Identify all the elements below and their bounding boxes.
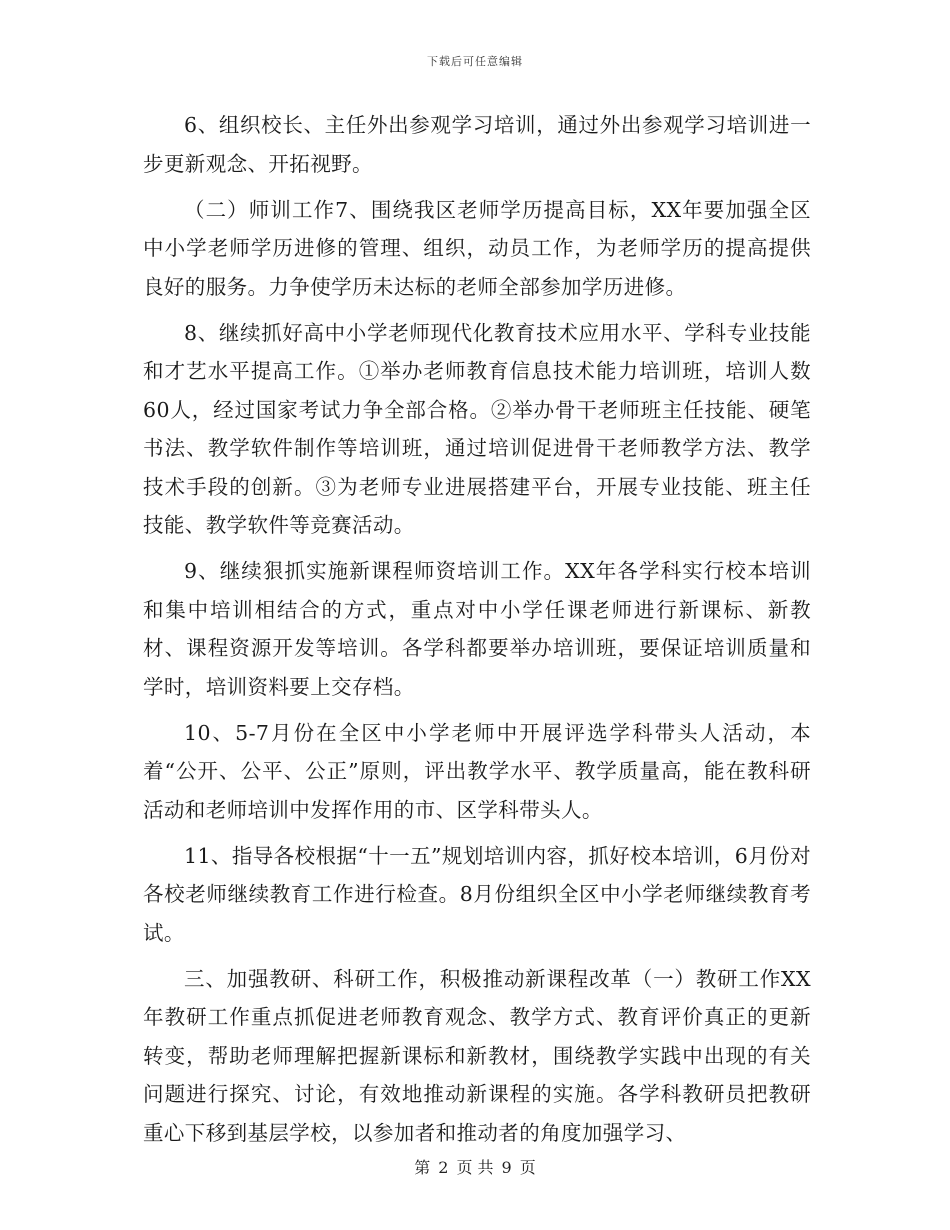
footer-mid: 页 共 <box>456 1158 494 1177</box>
document-body <box>143 106 811 1160</box>
paragraph-section-three: 三、加强教研、科研工作，积极推动新课程改革（一）教研工作XX年教研工作重点抓促进老师教育观念、教学方式、教育评价真正的更新转变，帮助老师理解把握新课标和新教材，围绕教学实践中出现的有关问题进行探究、讨论，有效地推动新课程的实施。各学科教研员把教研重心下移到基层学校，以参加者和推动者的角度加强学习、 <box>143 966 811 1145</box>
paragraph-item-10: 10、5-7月份在全区中小学老师中开展评选学科带头人活动，本着“公开、公平、公正”原则，评出教学水平、教学质量高，能在教科研活动和老师培训中发挥作用的市、区学科带头人。 <box>143 720 811 822</box>
total-page-count: 9 <box>501 1158 512 1177</box>
paragraph-item-11: 11、指导各校根据“十一五”规划培训内容，抓好校本培训，6月份对各校老师继续教育工作进行检查。8月份组织全区中小学老师继续教育考试。 <box>143 843 811 945</box>
footer-suffix: 页 <box>519 1158 536 1177</box>
paragraph-item-6: 6、组织校长、主任外出参观学习培训，通过外出参观学习培训进一步更新观念、开拓视野。 <box>143 113 811 176</box>
paragraph-item-9: 9、继续狠抓实施新课程师资培训工作。XX年各学科实行校本培训和集中培训相结合的方式，重点对中小学任课老师进行新课标、新教材、课程资源开发等培训。各学科都要举办培训班，要保证培训质量和学时，培训资料要上交存档。 <box>143 559 811 699</box>
page-footer <box>0 1155 950 1178</box>
current-page-number: 2 <box>438 1158 449 1177</box>
paragraph-item-8: 8、继续抓好高中小学老师现代化教育技术应用水平、学科专业技能和才艺水平提高工作。①举办老师教育信息技术能力培训班，培训人数60人，经过国家考试力争全部合格。②举办骨干老师班主任技能、硬笔书法、教学软件制作等培训班，通过培训促进骨干老师教学方法、教学技术手段的创新。③为老师专业进展搭建平台，开展专业技能、班主任技能、教学软件等竞赛活动。 <box>143 320 811 537</box>
header-note: 下载后可任意编辑 <box>427 55 523 68</box>
paragraph-teacher-training: （二）师训工作7、围绕我区老师学历提高目标，XX年要加强全区中小学老师学历进修的管理、组织，动员工作，为老师学历的提高提供良好的服务。力争使学历未达标的老师全部参加学历进修。 <box>143 197 811 299</box>
footer-prefix: 第 <box>414 1158 431 1177</box>
